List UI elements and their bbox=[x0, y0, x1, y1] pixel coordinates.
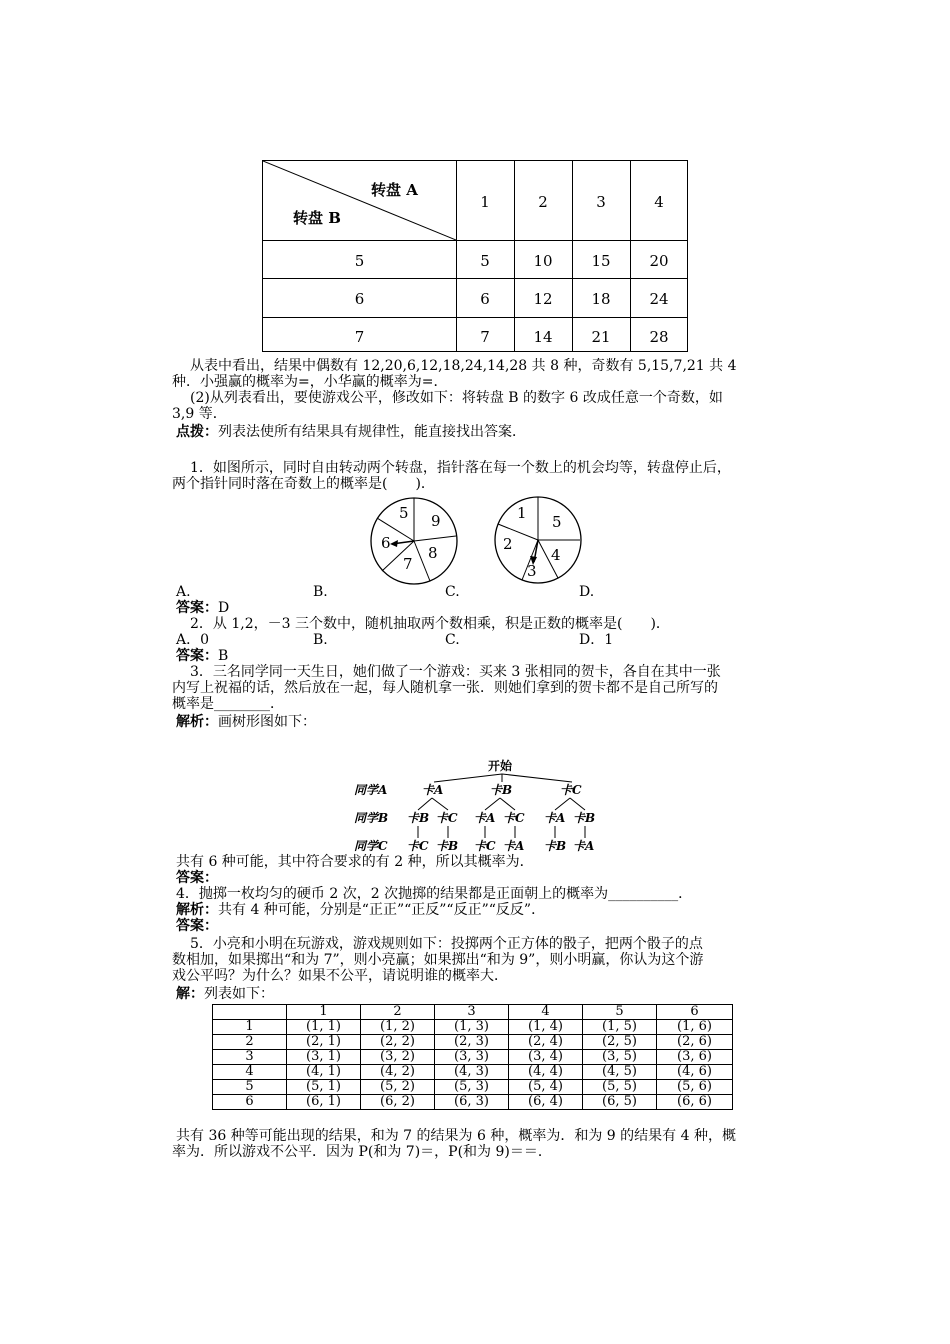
q1-option-a: A. bbox=[176, 584, 191, 600]
row-label: 7 bbox=[354, 328, 365, 346]
table-cell: 21 bbox=[591, 328, 611, 346]
table-cell: (1, 1) bbox=[287, 1020, 361, 1035]
col-header: 5 bbox=[583, 1005, 657, 1020]
q1-option-d: D. bbox=[579, 584, 595, 600]
table-cell: (3, 5) bbox=[583, 1050, 657, 1065]
q1-line-b: 两个指针同时落在奇数上的概率是( )． bbox=[172, 476, 435, 492]
table-row bbox=[213, 1080, 733, 1095]
tip-text: 列表法使所有结果具有规律性，能直接找出答案． bbox=[218, 424, 526, 440]
q2-question: 2．从 1,2，－3 三个数中，随机抽取两个数相乘，积是正数的概率是( )． bbox=[190, 616, 670, 632]
col-header: 2 bbox=[538, 193, 548, 211]
table-cell: (1, 2) bbox=[361, 1020, 435, 1035]
q5-conclusion-a: 共有 36 种等可能出现的结果，和为 7 的结果为 6 种，概率为．和为 9 的结果有 4 种，概 bbox=[176, 1128, 736, 1144]
solution-text: 列表如下： bbox=[204, 986, 274, 1002]
q4-answer bbox=[176, 918, 218, 934]
para-1a: 从表中看出，结果中偶数有 12,20,6,12,18,24,14,28 共 8 种，奇数有 5,15,7,21 共 4 bbox=[190, 358, 737, 374]
table-cell: (3, 3) bbox=[435, 1050, 509, 1065]
table-cell: (4, 6) bbox=[657, 1065, 733, 1080]
table-cell: (3, 2) bbox=[361, 1050, 435, 1065]
table-cell: (2, 2) bbox=[361, 1035, 435, 1050]
table-cell: 20 bbox=[649, 252, 669, 270]
table-cell: (5, 4) bbox=[509, 1080, 583, 1095]
table-row bbox=[213, 1065, 733, 1080]
tree-node: 卡A bbox=[474, 811, 496, 825]
q5-conclusion-b: 率为．所以游戏不公平．因为 P(和为 7)＝，P(和为 9)＝＝． bbox=[172, 1144, 552, 1160]
table-cell: (6, 6) bbox=[657, 1095, 733, 1110]
table-cell: (3, 4) bbox=[509, 1050, 583, 1065]
table-cell: 14 bbox=[533, 328, 553, 346]
table-cell: (1, 4) bbox=[509, 1020, 583, 1035]
table-cell: (5, 2) bbox=[361, 1080, 435, 1095]
answer-label: 答案： bbox=[176, 648, 218, 664]
answer-label: 答案： bbox=[176, 870, 218, 886]
table-cell: (6, 1) bbox=[287, 1095, 361, 1110]
row-label: 6 bbox=[354, 290, 365, 308]
col-header: 4 bbox=[654, 193, 664, 211]
table-cell: (4, 5) bbox=[583, 1065, 657, 1080]
tree-node: 卡A bbox=[544, 811, 566, 825]
col-header: 4 bbox=[509, 1005, 583, 1020]
table-cell: (2, 1) bbox=[287, 1035, 361, 1050]
table-cell: 12 bbox=[533, 290, 553, 308]
table-cell: (4, 1) bbox=[287, 1065, 361, 1080]
dice-table bbox=[212, 1004, 733, 1110]
spinner-2-sector: 2 bbox=[503, 535, 513, 553]
col-header: 1 bbox=[480, 193, 490, 211]
para-2b: 3,9 等． bbox=[172, 406, 227, 422]
table-cell: (6, 3) bbox=[435, 1095, 509, 1110]
table-cell: 10 bbox=[533, 252, 553, 270]
tree-node: 卡C bbox=[560, 783, 582, 797]
spinner-2-sector: 4 bbox=[551, 546, 561, 564]
tree-row-label: 同学A bbox=[354, 783, 388, 797]
answer-label: 答案： bbox=[176, 918, 218, 934]
table-cell: 18 bbox=[591, 290, 611, 308]
spinner-1 bbox=[368, 496, 460, 586]
col-header: 3 bbox=[435, 1005, 509, 1020]
table-row bbox=[213, 1095, 733, 1110]
q3-line-b: 内写上祝福的话，然后放在一起，每人随机拿一张．则她们拿到的贺卡都不是自己所写的 bbox=[172, 680, 718, 696]
spinner-1-sector: 7 bbox=[403, 555, 413, 573]
answer-value: B bbox=[218, 648, 229, 664]
spinner-1-sector: 8 bbox=[428, 544, 438, 562]
table-cell: (3, 1) bbox=[287, 1050, 361, 1065]
para-1b: 种．小强赢的概率为=，小华赢的概率为=． bbox=[172, 374, 448, 390]
q1-option-c: C. bbox=[445, 584, 460, 600]
col-header: 3 bbox=[596, 193, 606, 211]
tree-node: 卡C bbox=[407, 839, 429, 853]
tip bbox=[176, 424, 526, 440]
tree-diagram bbox=[352, 758, 612, 858]
table-cell: (4, 4) bbox=[509, 1065, 583, 1080]
header-spinner-a: 转盘 A bbox=[371, 181, 418, 199]
table-cell: (2, 3) bbox=[435, 1035, 509, 1050]
q3-line-c: 概率是________． bbox=[172, 696, 284, 712]
col-header: 6 bbox=[657, 1005, 733, 1020]
q2-option-c: C. bbox=[445, 632, 460, 648]
col-header: 1 bbox=[287, 1005, 361, 1020]
q2-option-d: D．1 bbox=[579, 632, 614, 648]
tree-root: 开始 bbox=[488, 759, 513, 773]
spinner-1-sector: 9 bbox=[431, 512, 441, 530]
spinner-1-sector: 5 bbox=[399, 504, 409, 522]
tree-node: 卡B bbox=[407, 811, 430, 825]
para-2a: (2)从列表看出，要使游戏公平，修改如下：将转盘 B 的数字 6 改成任意一个奇数，如 bbox=[190, 390, 723, 406]
q5-line-b: 数相加，如果掷出“和为 7”，则小亮赢；如果掷出“和为 9”，则小明赢，你认为这个游 bbox=[172, 952, 704, 968]
spinner-2-sector: 3 bbox=[527, 562, 537, 580]
tree-node: 卡C bbox=[436, 811, 458, 825]
q1-option-b: B. bbox=[313, 584, 328, 600]
q1-answer bbox=[176, 600, 229, 616]
q2-answer bbox=[176, 648, 228, 664]
q5-line-a: 5．小亮和小明在玩游戏，游戏规则如下：投掷两个正方体的骰子，把两个骰子的点 bbox=[190, 936, 703, 952]
q4-question: 4．抛掷一枚均匀的硬币 2 次，2 次抛掷的结果都是正面朝上的概率为__________． bbox=[176, 886, 693, 902]
table-cell: 28 bbox=[649, 328, 669, 346]
table-row bbox=[213, 1005, 733, 1020]
table-cell: (6, 2) bbox=[361, 1095, 435, 1110]
table-row bbox=[213, 1050, 733, 1065]
q2-option-b: B. bbox=[313, 632, 328, 648]
row-label: 5 bbox=[354, 252, 365, 270]
tree-node: 卡B bbox=[573, 811, 596, 825]
answer-label: 答案： bbox=[176, 600, 218, 616]
tree-node: 卡B bbox=[544, 839, 567, 853]
q1-line-a: 1．如图所示，同时自由转动两个转盘，指针落在每一个数上的机会均等，转盘停止后， bbox=[190, 460, 731, 476]
table-cell: (5, 5) bbox=[583, 1080, 657, 1095]
outcome-table bbox=[262, 160, 688, 352]
q3-conclusion: 共有 6 种可能，其中符合要求的有 2 种，所以其概率为． bbox=[176, 854, 534, 870]
header-diagonal bbox=[263, 161, 456, 240]
q3-solution bbox=[176, 714, 316, 730]
table-cell: 7 bbox=[480, 328, 490, 346]
solution-label: 解： bbox=[176, 986, 204, 1002]
table-cell: (1, 6) bbox=[657, 1020, 733, 1035]
solution-label: 解析： bbox=[176, 902, 218, 918]
table-cell: (5, 1) bbox=[287, 1080, 361, 1095]
spinner-2 bbox=[492, 494, 584, 586]
spinner-2-sector: 5 bbox=[552, 513, 562, 531]
table-cell: (6, 5) bbox=[583, 1095, 657, 1110]
answer-value: D bbox=[218, 600, 230, 616]
header-spinner-b: 转盘 B bbox=[293, 209, 341, 227]
q5-solution bbox=[176, 986, 274, 1002]
row-label: 2 bbox=[213, 1035, 287, 1050]
table-cell: 24 bbox=[649, 290, 669, 308]
spinner-2-sector: 1 bbox=[517, 504, 527, 522]
tree-node: 卡A bbox=[422, 783, 444, 797]
table-cell: 15 bbox=[591, 252, 611, 270]
table-cell: (2, 5) bbox=[583, 1035, 657, 1050]
dice-corner bbox=[213, 1005, 287, 1020]
table-cell: (5, 3) bbox=[435, 1080, 509, 1095]
table-row bbox=[213, 1020, 733, 1035]
solution-text: 共有 4 种可能，分别是“正正”“正反”“反正”“反反”． bbox=[218, 902, 546, 918]
table-cell: (5, 6) bbox=[657, 1080, 733, 1095]
table-cell: (6, 4) bbox=[509, 1095, 583, 1110]
tree-row-label: 同学B bbox=[354, 811, 389, 825]
table-cell: (2, 4) bbox=[509, 1035, 583, 1050]
solution-text: 画树形图如下： bbox=[218, 714, 316, 730]
tip-label: 点拨： bbox=[176, 424, 218, 440]
table-cell: 5 bbox=[480, 252, 490, 270]
row-label: 3 bbox=[213, 1050, 287, 1065]
row-label: 1 bbox=[213, 1020, 287, 1035]
row-label: 5 bbox=[213, 1080, 287, 1095]
table-cell: (2, 6) bbox=[657, 1035, 733, 1050]
tree-node: 卡B bbox=[436, 839, 459, 853]
table-cell: (4, 2) bbox=[361, 1065, 435, 1080]
q3-answer bbox=[176, 870, 218, 886]
row-label: 4 bbox=[213, 1065, 287, 1080]
table-cell: (3, 6) bbox=[657, 1050, 733, 1065]
solution-label: 解析： bbox=[176, 714, 218, 730]
table-row bbox=[213, 1035, 733, 1050]
q5-line-c: 戏公平吗？为什么？如果不公平，请说明谁的概率大． bbox=[172, 968, 508, 984]
table-cell: 6 bbox=[480, 290, 490, 308]
tree-row-label: 同学C bbox=[354, 839, 388, 853]
tree-node: 卡C bbox=[503, 811, 525, 825]
q3-line-a: 3．三名同学同一天生日，她们做了一个游戏：买来 3 张相同的贺卡，各自在其中一张 bbox=[190, 664, 721, 680]
table-cell: (1, 3) bbox=[435, 1020, 509, 1035]
q2-option-a: A．0 bbox=[176, 632, 210, 648]
row-label: 6 bbox=[213, 1095, 287, 1110]
table-cell: (1, 5) bbox=[583, 1020, 657, 1035]
table-cell: (4, 3) bbox=[435, 1065, 509, 1080]
q4-solution bbox=[176, 902, 545, 918]
spinner-1-sector: 6 bbox=[381, 534, 391, 552]
tree-node: 卡C bbox=[474, 839, 496, 853]
tree-node: 卡A bbox=[573, 839, 595, 853]
col-header: 2 bbox=[361, 1005, 435, 1020]
tree-node: 卡B bbox=[490, 783, 513, 797]
tree-node: 卡A bbox=[503, 839, 525, 853]
